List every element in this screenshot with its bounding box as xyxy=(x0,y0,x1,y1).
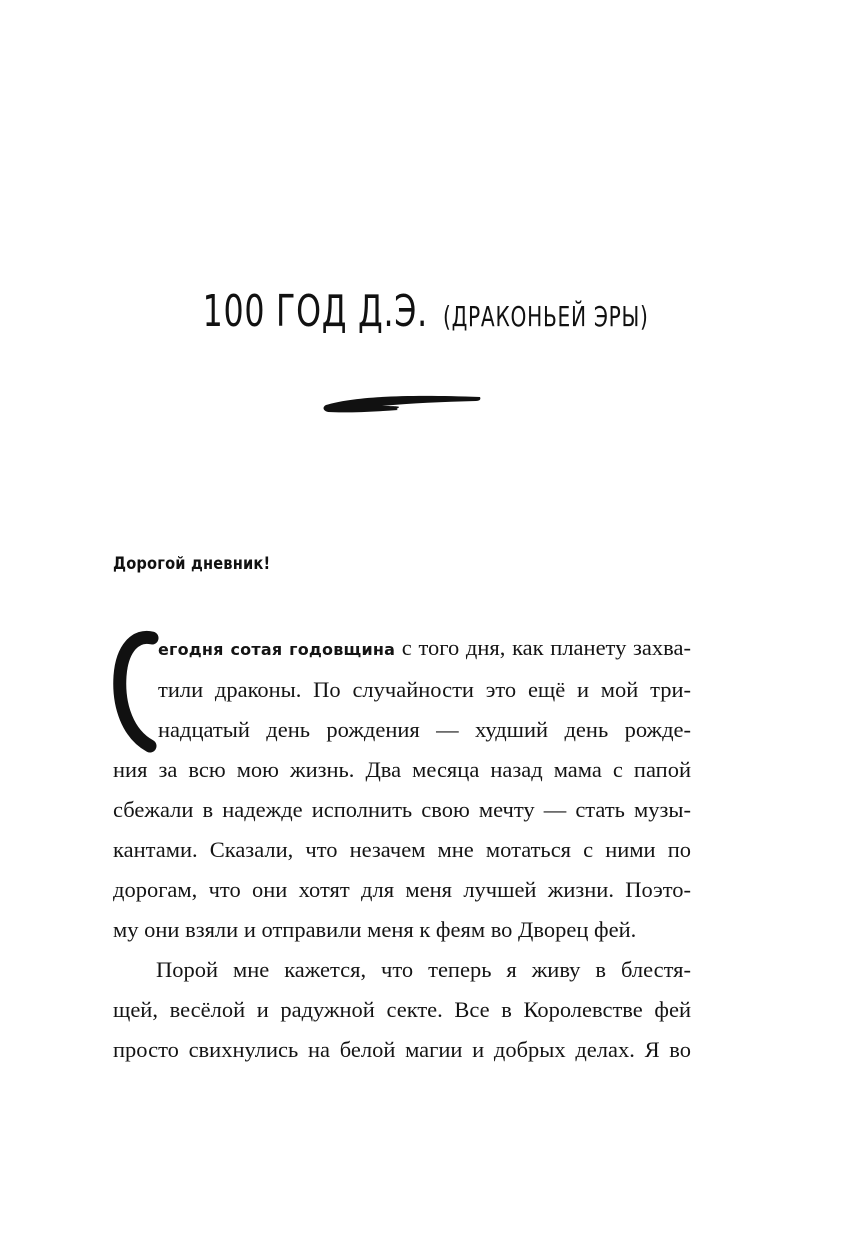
diary-greeting: Дорогой дневник! xyxy=(113,554,271,574)
text-line: щей, весёлой и радужной секте. Все в Королевстве фей xyxy=(113,997,691,1022)
text-line: ния за всю мою жизнь. Два месяца назад мама с папой xyxy=(113,757,691,782)
text-line: надцатый день рождения — худший день рожде- xyxy=(158,717,691,742)
body-text xyxy=(113,628,691,1070)
chapter-title-main: 100 ГОД Д.Э. xyxy=(202,286,429,337)
text-line: му они взяли и отправили меня к феям во Дворец фей. xyxy=(113,917,637,942)
chapter-title-sub: (ДРАКОНЬЕЙ ЭРЫ) xyxy=(443,300,649,333)
text-line: просто свихнулись на белой магии и добрых делах. Я во xyxy=(113,1037,691,1062)
chapter-title xyxy=(0,286,844,337)
text-line: кантами. Сказали, что незачем мне мотаться с ними по xyxy=(113,837,691,862)
paragraph-1 xyxy=(113,628,691,950)
text-line: Порой мне кажется, что теперь я живу в блестя- xyxy=(156,957,691,982)
drop-cap-text: С xyxy=(106,624,107,625)
paragraph-2 xyxy=(113,950,691,1070)
text-line: дорогам, что они хотят для меня лучшей жизни. Поэто- xyxy=(113,877,691,902)
text-line: тили драконы. По случайности это ещё и мой три- xyxy=(158,677,691,702)
lead-in-phrase: егодня сотая годовщина xyxy=(158,640,396,659)
text-line: егодня сотая годовщина с того дня, как планету захва- xyxy=(158,635,691,660)
brush-stroke-decoration xyxy=(322,388,484,418)
text-line: сбежали в надежде исполнить свою мечту — стать музы- xyxy=(113,797,691,822)
